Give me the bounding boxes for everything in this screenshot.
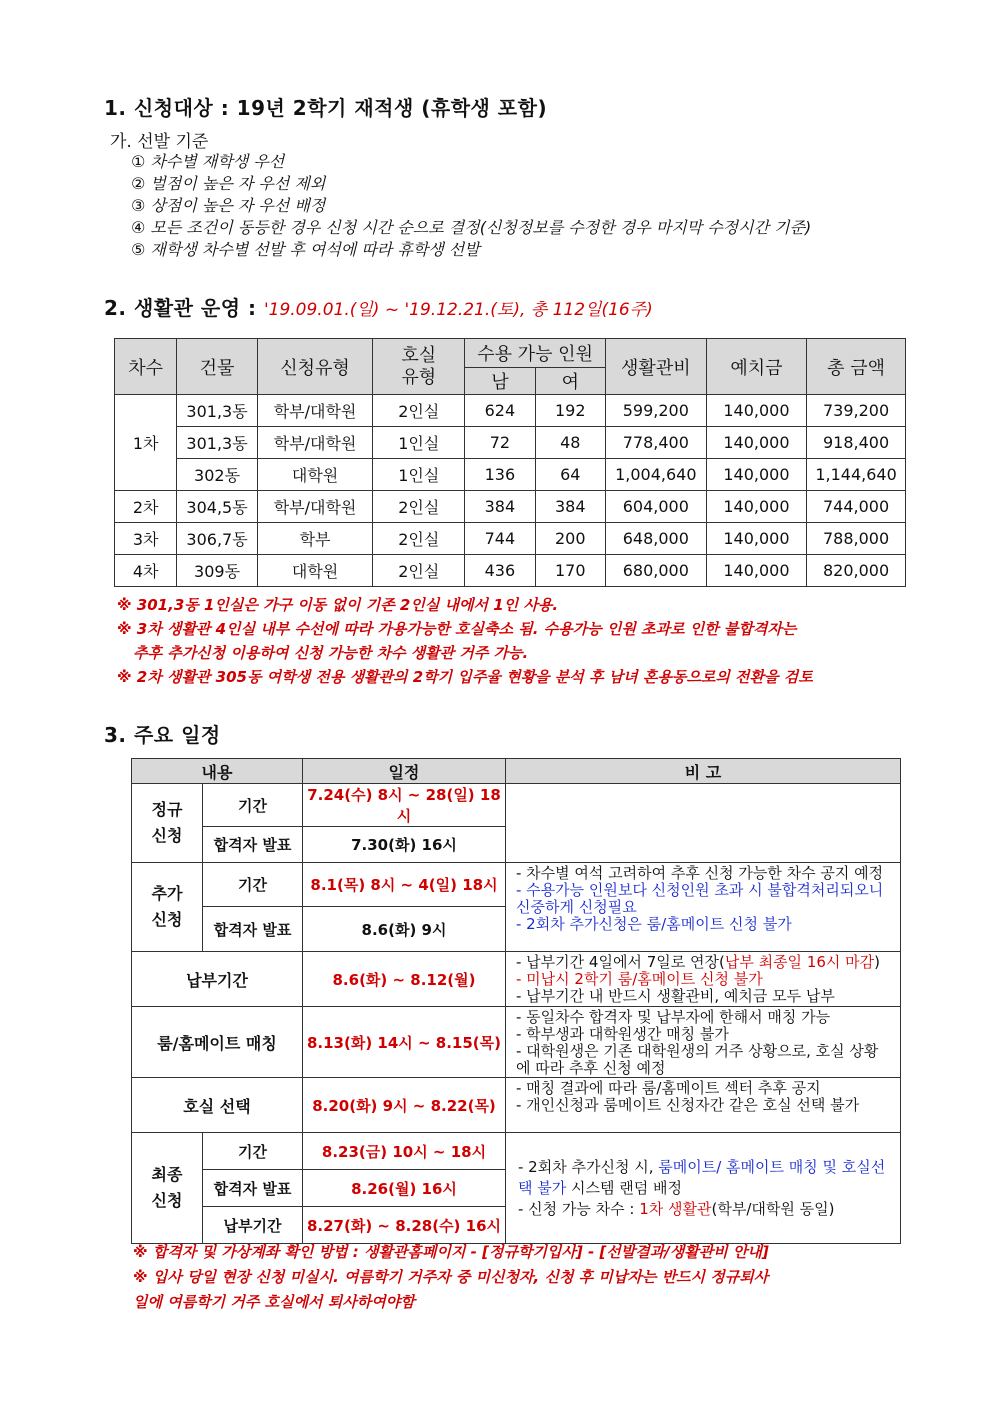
section2-title: 2. 생활관 운영 : <box>104 296 264 320</box>
remark-line: - 동일차수 합격자 및 납부자에 한해서 매칭 가능 <box>516 1008 831 1026</box>
cell-male: 744 <box>465 523 535 555</box>
cell-total: 739,200 <box>807 395 906 427</box>
payment-period: 8.6(화) ~ 8.12(월) <box>303 952 506 1007</box>
table-row <box>115 427 906 459</box>
note-line: ※ 3차 생활관 4인실 내부 수선에 따라 가용가능한 호실축소 됨. 수용가능 인원 초과로 인한 불합격자는 <box>117 620 797 638</box>
room-select-period: 8.20(화) 9시 ~ 8.22(목) <box>303 1078 506 1133</box>
cell-deposit: 140,000 <box>706 555 806 587</box>
section3-footnotes <box>133 1240 908 1315</box>
cell-round: 4차 <box>115 555 177 587</box>
remark-line: - 수용가능 인원보다 신청인원 초과 시 불합격처리되오니 신중하게 신청필요 <box>516 881 884 916</box>
section1-title: 1. 신청대상 : 19년 2학기 재적생 (휴학생 포함) <box>104 96 548 120</box>
cell-building: 309동 <box>177 555 257 587</box>
final-period: 8.23(금) 10시 ~ 18시 <box>303 1133 506 1170</box>
col-header-remarks: 비 고 <box>506 759 901 784</box>
regular-announce-label: 합격자 발표 <box>203 827 303 863</box>
col-header-round: 차수 <box>115 339 177 395</box>
cell-round: 1차 <box>115 395 177 491</box>
cell-type: 대학원 <box>257 555 373 587</box>
cell-room: 2인실 <box>373 491 465 523</box>
cell-total: 1,144,640 <box>807 459 906 491</box>
matching-remarks <box>506 1007 901 1078</box>
footnote-line: ※ 합격자 및 가상계좌 확인 방법 : 생활관홈페이지 - [정규학기입사] - [선발결과/생활관비 안내] <box>133 1243 769 1261</box>
table-row <box>115 459 906 491</box>
cell-fee: 648,000 <box>605 523 706 555</box>
cell-round: 2차 <box>115 491 177 523</box>
cell-fee: 680,000 <box>605 555 706 587</box>
remark-line: - 2회차 추가신청은 룸/홈메이트 신청 불가 <box>516 915 792 933</box>
cell-female: 384 <box>535 491 605 523</box>
cell-type: 학부/대학원 <box>257 491 373 523</box>
col-header-total: 총 금액 <box>807 339 906 395</box>
regular-announce: 7.30(화) 16시 <box>303 827 506 863</box>
criterion-item: ① 차수별 재학생 우선 <box>131 152 285 171</box>
cell-room: 2인실 <box>373 395 465 427</box>
table-row <box>115 555 906 587</box>
remark-line: - 2회차 추가신청 시, 룸메이트/ 홈메이트 매칭 및 호실선택 불가 시스템 랜덤 배정 <box>518 1157 886 1197</box>
cell-type: 학부/대학원 <box>257 427 373 459</box>
cell-type: 학부 <box>257 523 373 555</box>
room-select-remarks <box>506 1078 901 1133</box>
regular-period-label: 기간 <box>203 784 303 827</box>
cell-room: 2인실 <box>373 523 465 555</box>
remark-line: - 학부생과 대학원생간 매칭 불가 <box>516 1025 729 1043</box>
col-header-room-type: 호실 유형 <box>373 339 465 395</box>
cell-fee: 599,200 <box>605 395 706 427</box>
cell-female: 192 <box>535 395 605 427</box>
cell-total: 744,000 <box>807 491 906 523</box>
col-header-deposit: 예치금 <box>706 339 806 395</box>
cell-female: 64 <box>535 459 605 491</box>
cell-building: 306,7동 <box>177 523 257 555</box>
note-line: 추후 추가신청 이용하여 신청 가능한 차수 생활관 거주 가능. <box>133 644 529 662</box>
col-header-female: 여 <box>535 368 605 395</box>
additional-announce-label: 합격자 발표 <box>203 907 303 952</box>
cell-room: 1인실 <box>373 427 465 459</box>
criterion-item: ② 벌점이 높은 자 우선 제외 <box>131 174 326 193</box>
col-header-building: 건물 <box>177 339 257 395</box>
section1-subheading: 가. 선발 기준 <box>110 132 209 152</box>
selection-criteria <box>131 151 931 261</box>
section3-title: 3. 주요 일정 <box>104 723 221 747</box>
matching-label: 룸/홈메이트 매칭 <box>132 1007 303 1078</box>
cell-room: 2인실 <box>373 555 465 587</box>
remark-line: - 개인신청과 룸메이트 신청자간 같은 호실 선택 불가 <box>516 1096 860 1114</box>
cell-type: 대학원 <box>257 459 373 491</box>
col-header-male: 남 <box>465 368 535 395</box>
cell-deposit: 140,000 <box>706 395 806 427</box>
cell-female: 170 <box>535 555 605 587</box>
additional-remarks <box>506 863 901 952</box>
fee-table <box>114 338 906 587</box>
cell-fee: 1,004,640 <box>605 459 706 491</box>
additional-period: 8.1(목) 8시 ~ 4(일) 18시 <box>303 863 506 907</box>
cell-fee: 778,400 <box>605 427 706 459</box>
section2-notes <box>117 593 917 689</box>
cell-deposit: 140,000 <box>706 523 806 555</box>
remark-line: - 미납시 2학기 룸/홈메이트 신청 불가 <box>516 970 763 988</box>
operation-period: '19.09.01.(일) ~ '19.12.21.(토), 총 112일(16주) <box>263 300 653 320</box>
col-header-schedule: 일정 <box>303 759 506 784</box>
additional-label: 추가 신청 <box>132 863 203 952</box>
cell-type: 학부/대학원 <box>257 395 373 427</box>
cell-total: 788,000 <box>807 523 906 555</box>
section2-heading <box>104 292 653 321</box>
regular-period: 7.24(수) 8시 ~ 28(일) 18시 <box>303 784 506 827</box>
final-remarks <box>506 1133 901 1244</box>
criterion-item: ③ 상점이 높은 자 우선 배정 <box>131 196 326 215</box>
note-line: ※ 301,3동 1인실은 가구 이동 없이 기존 2인실 내에서 1인 사용. <box>117 596 559 614</box>
regular-remarks <box>506 784 901 863</box>
remark-line: - 차수별 여석 고려하여 추후 신청 가능한 차수 공지 예정 <box>516 864 884 882</box>
cell-building: 302동 <box>177 459 257 491</box>
cell-building: 304,5동 <box>177 491 257 523</box>
cell-fee: 604,000 <box>605 491 706 523</box>
cell-building: 301,3동 <box>177 427 257 459</box>
remark-line: - 매칭 결과에 따라 룸/홈메이트 섹터 추후 공지 <box>516 1079 821 1097</box>
cell-male: 436 <box>465 555 535 587</box>
regular-label: 정규 신청 <box>132 784 203 863</box>
note-line: ※ 2차 생활관 305동 여학생 전용 생활관의 2학기 입주율 현황을 분석 후 남녀 혼용동으로의 전환을 검토 <box>117 668 813 686</box>
additional-announce: 8.6(화) 9시 <box>303 907 506 952</box>
cell-deposit: 140,000 <box>706 459 806 491</box>
final-announce: 8.26(월) 16시 <box>303 1170 506 1207</box>
cell-total: 820,000 <box>807 555 906 587</box>
final-label: 최종 신청 <box>132 1133 203 1244</box>
footnote-line: 일에 여름학기 거주 호실에서 퇴사하여야함 <box>133 1293 415 1311</box>
remark-line: - 납부기간 내 반드시 생활관비, 예치금 모두 납부 <box>516 987 835 1005</box>
remark-line: - 납부기간 4일에서 7일로 연장(납부 최종일 16시 마감) <box>516 953 880 971</box>
col-header-type: 신청유형 <box>257 339 373 395</box>
col-header-content: 내용 <box>132 759 303 784</box>
cell-female: 200 <box>535 523 605 555</box>
cell-building: 301,3동 <box>177 395 257 427</box>
payment-remarks <box>506 952 901 1007</box>
room-select-label: 호실 선택 <box>132 1078 303 1133</box>
final-pay: 8.27(화) ~ 8.28(수) 16시 <box>303 1207 506 1244</box>
col-header-fee: 생활관비 <box>605 339 706 395</box>
table-row <box>115 491 906 523</box>
col-header-capacity: 수용 가능 인원 <box>465 339 606 368</box>
additional-period-label: 기간 <box>203 863 303 907</box>
table-row <box>115 523 906 555</box>
cell-round: 3차 <box>115 523 177 555</box>
criterion-item: ⑤ 재학생 차수별 선발 후 여석에 따라 휴학생 선발 <box>131 240 480 259</box>
cell-male: 136 <box>465 459 535 491</box>
final-announce-label: 합격자 발표 <box>203 1170 303 1207</box>
final-period-label: 기간 <box>203 1133 303 1170</box>
remark-line: - 대학원생은 기존 대학원생의 거주 상황으로, 호실 상황에 따라 추후 신청 예정 <box>516 1042 879 1077</box>
cell-deposit: 140,000 <box>706 491 806 523</box>
footnote-line: ※ 입사 당일 현장 신청 미실시. 여름학기 거주자 중 미신청자, 신청 후 미납자는 반드시 정규퇴사 <box>133 1268 769 1286</box>
cell-female: 48 <box>535 427 605 459</box>
criterion-item: ④ 모든 조건이 동등한 경우 신청 시간 순으로 결정(신청정보를 수정한 경우 마지막 수정시간 기준) <box>131 218 812 237</box>
cell-male: 72 <box>465 427 535 459</box>
cell-deposit: 140,000 <box>706 427 806 459</box>
matching-period: 8.13(화) 14시 ~ 8.15(목) <box>303 1007 506 1078</box>
cell-male: 624 <box>465 395 535 427</box>
cell-room: 1인실 <box>373 459 465 491</box>
cell-male: 384 <box>465 491 535 523</box>
remark-line: - 신청 가능 차수 : 1차 생활관(학부/대학원 동일) <box>518 1199 835 1218</box>
final-pay-label: 납부기간 <box>203 1207 303 1244</box>
cell-total: 918,400 <box>807 427 906 459</box>
schedule-table <box>131 758 901 1244</box>
table-row <box>115 395 906 427</box>
payment-label: 납부기간 <box>132 952 303 1007</box>
